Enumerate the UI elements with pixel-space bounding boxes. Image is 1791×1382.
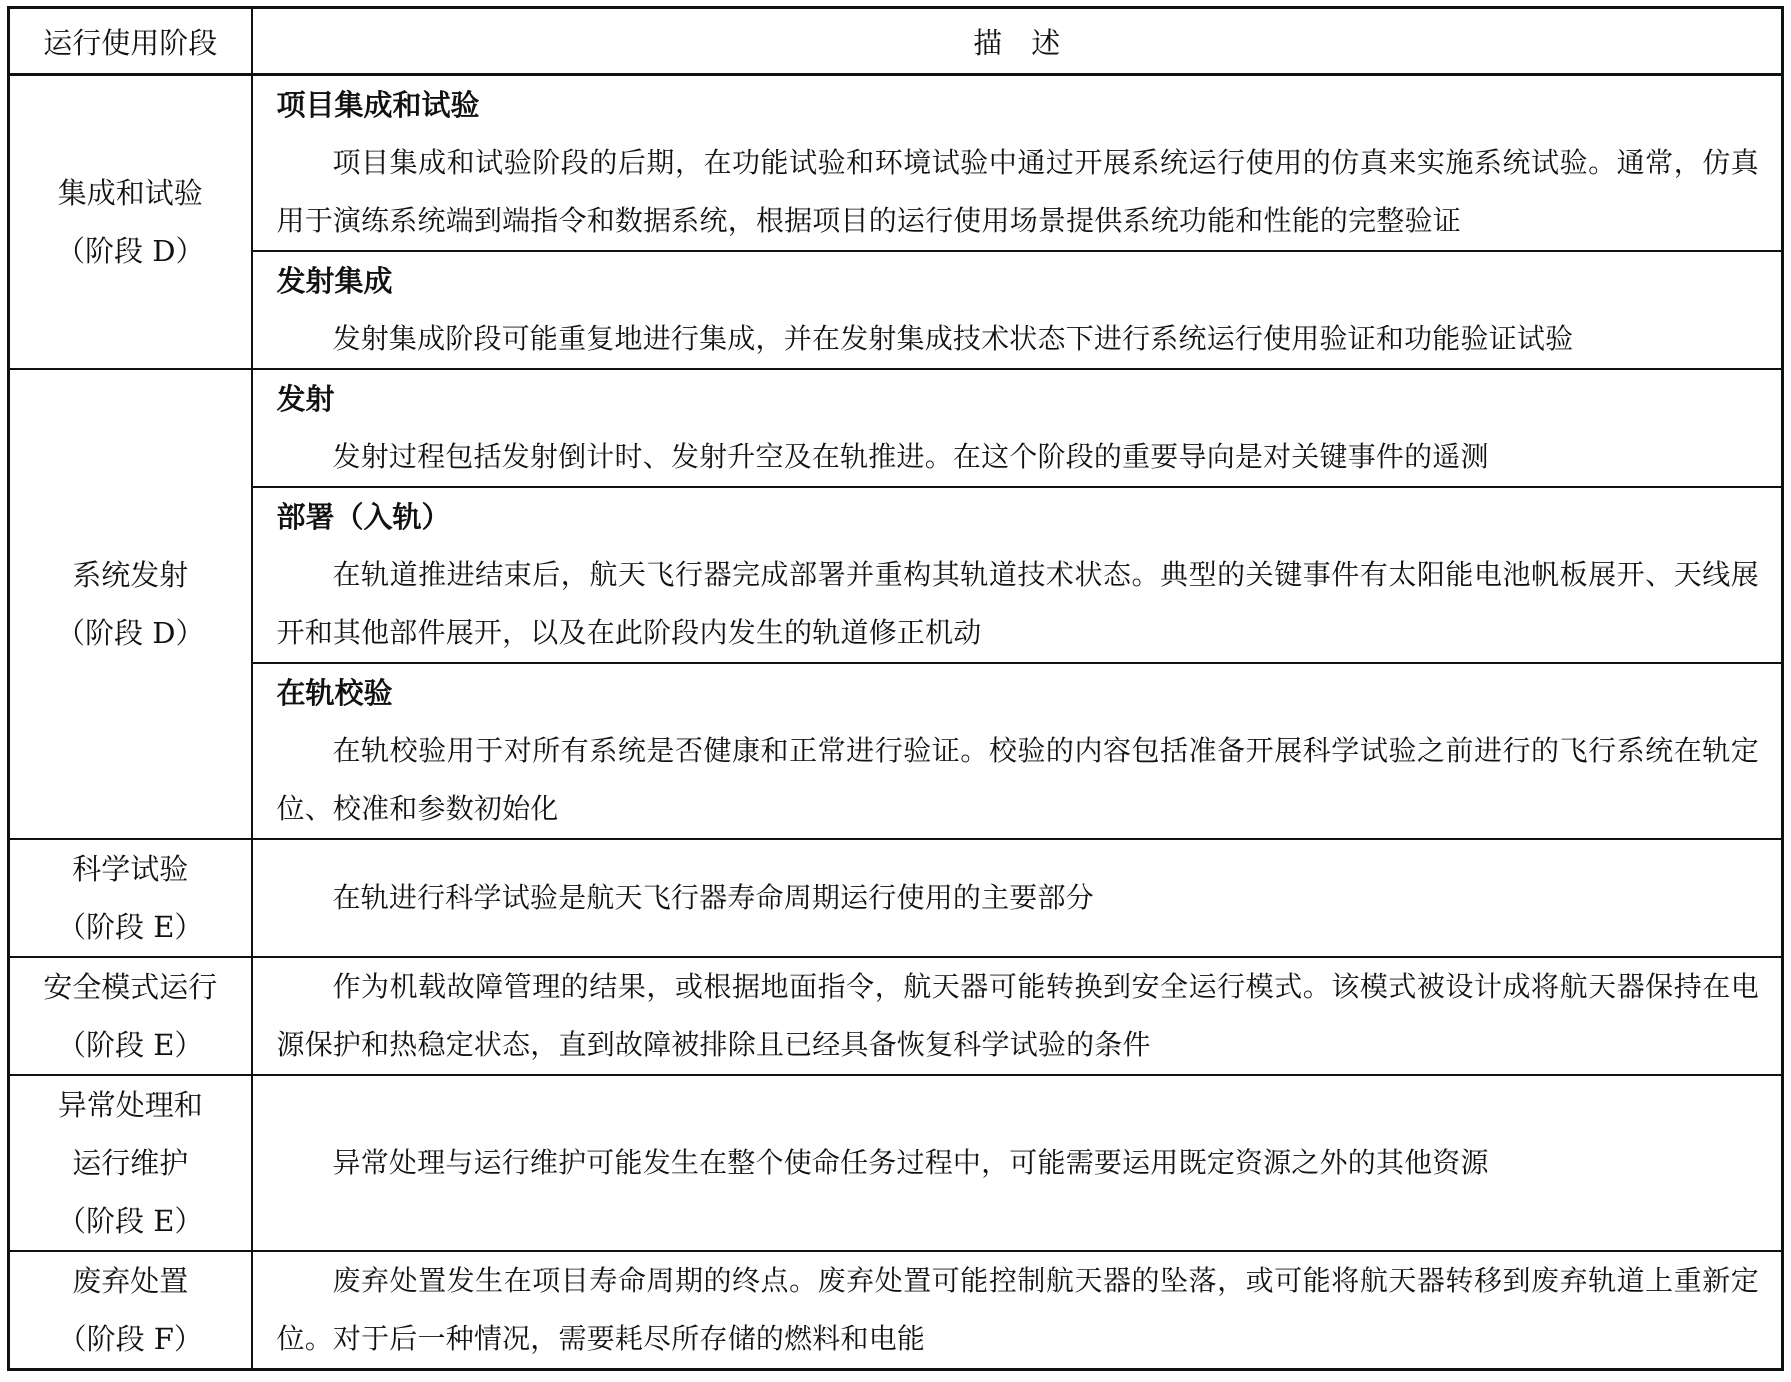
table-header-row <box>9 8 1783 75</box>
stage-name: 科学试验 <box>72 852 189 886</box>
stage-code: （阶段 E） <box>57 1028 204 1062</box>
table-row <box>9 839 1783 957</box>
stage-cell <box>9 1251 252 1370</box>
stage-cell <box>9 839 252 957</box>
description-cell <box>252 663 1783 839</box>
item-title: 发射 <box>276 382 335 416</box>
stage-name: 集成和试验 <box>57 176 203 210</box>
item-text: 在轨校验用于对所有系统是否健康和正常进行验证。校验的内容包括准备开展科学试验之前进行的飞行系统在轨定位、校准和参数初始化 <box>276 734 1759 825</box>
operations-phase-table <box>7 6 1784 1371</box>
stage-name: 安全模式运行 <box>43 970 218 1004</box>
stage-cell <box>9 369 252 839</box>
description-cell <box>252 369 1783 487</box>
stage-name: 废弃处置 <box>72 1264 189 1298</box>
description-cell <box>252 1075 1783 1251</box>
stage-name-line2: 运行维护 <box>72 1146 189 1180</box>
stage-name: 系统发射 <box>72 558 189 592</box>
item-text: 发射过程包括发射倒计时、发射升空及在轨推进。在这个阶段的重要导向是对关键事件的遥测 <box>332 440 1489 473</box>
item-text: 项目集成和试验阶段的后期，在功能试验和环境试验中通过开展系统运行使用的仿真来实施系统试验。通常，仿真用于演练系统端到端指令和数据系统，根据项目的运行使用场景提供系统功能和性能的完整验证 <box>276 146 1759 237</box>
table-row <box>9 487 1783 663</box>
table-row <box>9 957 1783 1075</box>
description-cell <box>252 75 1783 252</box>
stage-code: （阶段 D） <box>56 234 205 268</box>
stage-code: （阶段 E） <box>57 910 204 944</box>
description-cell <box>252 839 1783 957</box>
table-row <box>9 1075 1783 1251</box>
stage-cell <box>9 1075 252 1251</box>
description-cell <box>252 1251 1783 1370</box>
row-text: 废弃处置发生在项目寿命周期的终点。废弃处置可能控制航天器的坠落，或可能将航天器转移到废弃轨道上重新定位。对于后一种情况，需要耗尽所存储的燃料和电能 <box>276 1264 1759 1355</box>
header-description: 描 述 <box>252 8 1783 75</box>
item-title: 在轨校验 <box>276 676 393 710</box>
row-text: 在轨进行科学试验是航天飞行器寿命周期运行使用的主要部分 <box>332 881 1094 914</box>
item-title: 发射集成 <box>276 264 393 298</box>
table-row <box>9 1251 1783 1370</box>
stage-cell <box>9 75 252 370</box>
table-row <box>9 663 1783 839</box>
item-text: 发射集成阶段可能重复地进行集成，并在发射集成技术状态下进行系统运行使用验证和功能验证试验 <box>332 322 1574 355</box>
row-text: 异常处理与运行维护可能发生在整个使命任务过程中，可能需要运用既定资源之外的其他资源 <box>332 1146 1489 1179</box>
stage-code: （阶段 D） <box>56 616 205 650</box>
item-title: 部署（入轨） <box>276 500 451 534</box>
item-title: 项目集成和试验 <box>276 88 480 122</box>
row-text: 作为机载故障管理的结果，或根据地面指令，航天器可能转换到安全运行模式。该模式被设计成将航天器保持在电源保护和热稳定状态，直到故障被排除且已经具备恢复科学试验的条件 <box>276 970 1759 1061</box>
header-stage: 运行使用阶段 <box>9 8 252 75</box>
description-cell <box>252 251 1783 369</box>
description-cell <box>252 957 1783 1075</box>
item-text: 在轨道推进结束后，航天飞行器完成部署并重构其轨道技术状态。典型的关键事件有太阳能电池帆板展开、天线展开和其他部件展开，以及在此阶段内发生的轨道修正机动 <box>276 558 1759 649</box>
stage-code: （阶段 E） <box>57 1204 204 1238</box>
description-cell <box>252 487 1783 663</box>
stage-code: （阶段 F） <box>57 1322 203 1356</box>
table-row <box>9 75 1783 252</box>
stage-cell <box>9 957 252 1075</box>
table-row <box>9 251 1783 369</box>
table-row <box>9 369 1783 487</box>
stage-name: 异常处理和 <box>57 1088 203 1122</box>
